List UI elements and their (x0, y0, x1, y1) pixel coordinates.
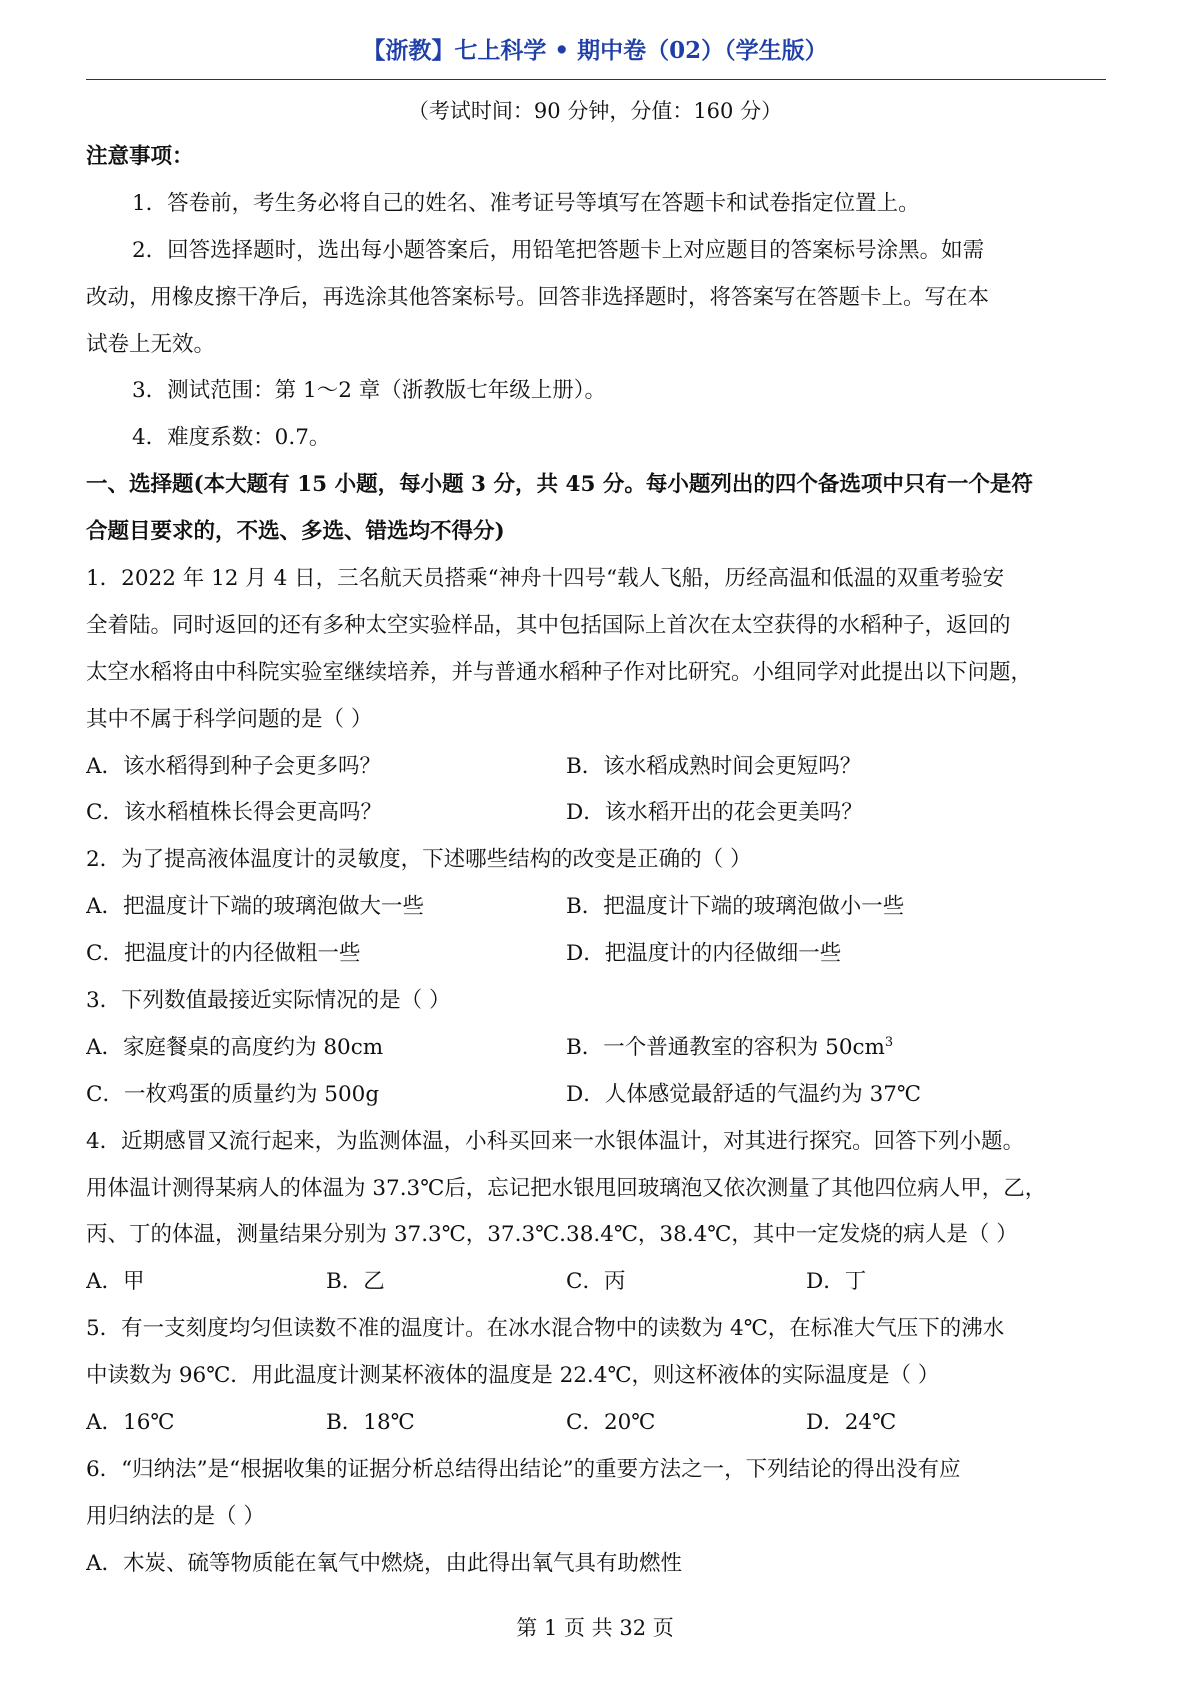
question-4-option-b: B．乙 (326, 1269, 385, 1295)
question-1-option-d: D．该水稻开出的花会更美吗？ (566, 800, 863, 826)
question-1-option-a: A．该水稻得到种子会更多吗？ (86, 753, 382, 779)
notes-item-2-line-1: 2．回答选择题时，选出每小题答案后，用铅笔把答题卡上对应题目的答案标号涂黑。如需 (132, 237, 985, 263)
question-1-line-3: 太空水稻将由中科院实验室继续培养，并与普通水稻种子作对比研究。小组同学对此提出以下问题， (86, 659, 1033, 685)
question-1-option-b: B．该水稻成熟时间会更短吗？ (566, 753, 862, 779)
notes-item-4: 4．难度系数：0.7。 (132, 425, 331, 451)
question-3-option-a: A．家庭餐桌的高度约为 80cm (86, 1034, 384, 1060)
question-3-options-row-1 (86, 1025, 1106, 1072)
question-1-options-row-2 (86, 790, 1106, 837)
question-1-line-4: 其中不属于科学问题的是（ ） (86, 706, 373, 732)
notes-item-2-line-2: 改动，用橡皮擦干净后，再选涂其他答案标号。回答非选择题时，将答案写在答题卡上。写在本 (86, 284, 990, 310)
question-6-line-2: 用归纳法的是（ ） (86, 1503, 265, 1529)
question-5-line-1: 5．有一支刻度均匀但读数不准的温度计。在冰水混合物中的读数为 4℃，在标准大气压下的沸水 (86, 1316, 1005, 1342)
exam-info: （考试时间：90 分钟，分值：160 分） (407, 99, 783, 123)
question-2-stem: 2．为了提高液体温度计的灵敏度，下述哪些结构的改变是正确的（ ） (86, 847, 752, 873)
question-5-options (86, 1400, 1106, 1447)
question-3-stem: 3．下列数值最接近实际情况的是（ ） (86, 988, 451, 1014)
question-3-option-d: D．人体感觉最舒适的气温约为 37℃ (566, 1081, 921, 1107)
question-1-option-c: C．该水稻植株长得会更高吗？ (86, 800, 382, 826)
question-1-line-2: 全着陆。同时返回的还有多种太空实验样品，其中包括国际上首次在太空获得的水稻种子，返回的 (86, 612, 1011, 638)
exam-content (86, 134, 1106, 1588)
notes-item-2-line-3: 试卷上无效。 (86, 331, 216, 357)
question-5-option-c: C．20℃ (566, 1410, 656, 1436)
question-1-options-row-1 (86, 744, 1106, 791)
question-2-option-a: A．把温度计下端的玻璃泡做大一些 (86, 894, 425, 920)
question-4-options (86, 1259, 1106, 1306)
question-3-option-b-text: B．一个普通教室的容积为 50cm (566, 1034, 885, 1060)
header-divider (86, 79, 1106, 80)
question-2-option-b: B．把温度计下端的玻璃泡做小一些 (566, 894, 905, 920)
notes-item-3: 3．测试范围：第 1～2 章（浙教版七年级上册）。 (132, 378, 606, 404)
question-5-line-2: 中读数为 96℃．用此温度计测某杯液体的温度是 22.4℃，则这杯液体的实际温度是（ ） (86, 1363, 940, 1389)
section-heading-line-1: 一、选择题(本大题有 15 小题，每小题 3 分，共 45 分。每小题列出的四个备选项中只有一个是符 (86, 472, 1033, 498)
question-4-option-c: C．丙 (566, 1269, 626, 1295)
page-header-title: 【浙教】七上科学 • 期中卷（02）（学生版） (362, 37, 828, 64)
question-3-option-b (566, 1025, 1046, 1072)
question-6-line-1: 6．“归纳法”是“根据收集的证据分析总结得出结论”的重要方法之一，下列结论的得出没有应 (86, 1456, 961, 1482)
question-5-option-b: B．18℃ (326, 1410, 415, 1436)
question-4-line-2: 用体温计测得某病人的体温为 37.3℃后，忘记把水银甩回玻璃泡又依次测量了其他四位病人甲，乙， (86, 1175, 1047, 1201)
question-1-line-1: 1．2022 年 12 月 4 日，三名航天员搭乘“神舟十四号“载人飞船，历经高温和低温的双重考验安 (86, 566, 1005, 592)
notes-item-1: 1．答卷前，考生务必将自己的姓名、准考证号等填写在答题卡和试卷指定位置上。 (132, 190, 920, 216)
question-2-options-row-2 (86, 931, 1106, 978)
question-3-option-c: C．一枚鸡蛋的质量约为 500g (86, 1081, 380, 1107)
question-6-option-a: A．木炭、硫等物质能在氧气中燃烧，由此得出氧气具有助燃性 (86, 1550, 683, 1576)
question-4-line-1: 4．近期感冒又流行起来，为监测体温，小科买回来一水银体温计，对其进行探究。回答下列小题。 (86, 1128, 1025, 1154)
question-2-option-d: D．把温度计的内径做细一些 (566, 941, 842, 967)
question-4-option-d: D．丁 (806, 1269, 867, 1295)
notes-heading: 注意事项： (86, 144, 194, 169)
question-2-option-c: C．把温度计的内径做粗一些 (86, 941, 361, 967)
question-5-option-d: D．24℃ (806, 1410, 897, 1436)
question-2-options-row-1 (86, 884, 1106, 931)
question-3-options-row-2 (86, 1072, 1106, 1119)
section-heading-line-2: 合题目要求的，不选、多选、错选均不得分) (86, 519, 505, 545)
question-3-option-b-superscript: 3 (884, 1034, 894, 1050)
question-5-option-a: A．16℃ (86, 1410, 175, 1436)
question-4-option-a: A．甲 (86, 1269, 145, 1295)
question-4-line-3: 丙、丁的体温，测量结果分别为 37.3℃，37.3℃.38.4℃，38.4℃，其中一定发烧的病人是（ ） (86, 1222, 1018, 1248)
page-footer: 第 1 页 共 32 页 (516, 1616, 674, 1640)
